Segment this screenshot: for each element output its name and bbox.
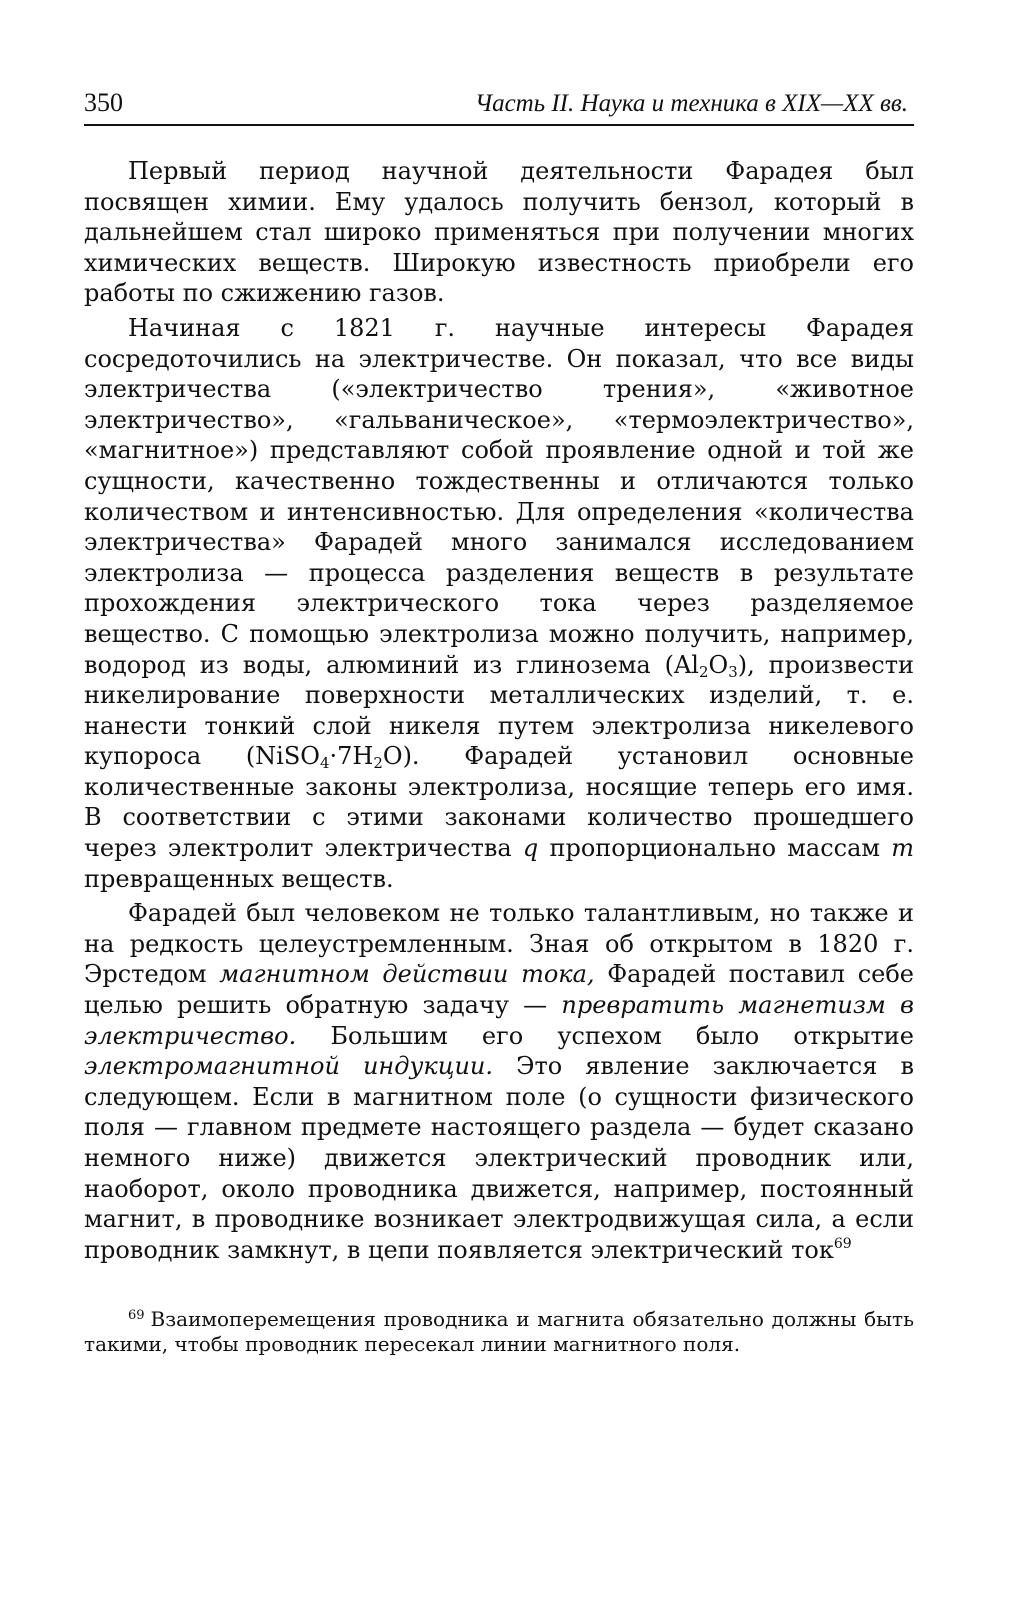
- body-text: [84, 156, 914, 1265]
- italic-phrase: электромагнитной индукции.: [84, 1052, 493, 1081]
- footnote-reference[interactable]: 69: [833, 1235, 852, 1252]
- paragraph-2-text: Начиная с 1821 г. научные интересы Фарадея сосредоточились на электричестве. Он показал, что все виды электричества («электричество трения», «животное электричество», «гальваническое», «термоэлектричество», «магнитное») представляют собой проявление одной и той же сущности, качественно тождественны и отличаются только количеством и интенсивностью. Для определения «количества электричества» Фарадей много занимался исследованием электролиза — процесса разделения веществ в результате прохождения электрического тока через разделяемое вещество. С помощью электролиза можно получить, например, водород из воды, алюминий из глинозема (Al: [84, 313, 914, 679]
- paragraph-3: [84, 898, 914, 1265]
- subscript: 2: [698, 662, 709, 681]
- paragraph-2-text: ·7H: [329, 742, 374, 771]
- subscript: 2: [373, 754, 383, 773]
- page-number: 350: [84, 88, 123, 117]
- paragraph-3-text: Фарадей был человеком не только талантливым, но также и на редкость целеустремленным. Зная об открытом в 1820 г. Эрстедом: [84, 899, 914, 989]
- italic-phrase: магнитном действии тока,: [219, 960, 595, 989]
- variable-q: q: [522, 834, 539, 863]
- paragraph-3-text: Фарадей поставил себе целью решить обратную задачу —: [84, 960, 914, 1020]
- paragraph-2-text: пропорционально массам: [538, 834, 892, 863]
- paragraph-2-text: ), произвести никелирование поверхности металлических изделий, т. е. нанести тонкий слой никеля путем электролиза никелевого купороса (NiSO: [84, 650, 914, 771]
- footnotes: [84, 1307, 914, 1357]
- footnote-number: 69: [128, 1308, 145, 1324]
- paragraph-3-text: Большим его успехом было открытие: [296, 1021, 914, 1050]
- footnote-text: Взаимоперемещения проводника и магнита обязательно должны быть такими, чтобы проводник пересекал линии магнитного поля.: [84, 1307, 914, 1357]
- book-page: [84, 70, 914, 1357]
- variable-m: m: [891, 834, 915, 863]
- paragraph-2-text: превращенных веществ.: [84, 864, 394, 893]
- footnote: [84, 1307, 914, 1357]
- paragraph-2-text: O: [708, 650, 729, 679]
- page-header: [84, 70, 914, 126]
- italic-phrase: превратить магнетизм в электричество.: [84, 991, 914, 1050]
- subscript: 4: [319, 754, 330, 773]
- paragraph-2: [84, 313, 914, 894]
- paragraph-1: Первый период научной деятельности Фарадея был посвящен химии. Ему удалось получить бензол, который в дальнейшем стал широко применяться при получении многих химических веществ. Широкую известность приобрели его работы по сжижению газов.: [84, 157, 914, 308]
- paragraph-2-text: O). Фарадей установил основные количественные законы электролиза, носящие теперь его имя. В соответствии с этими законами количество прошедшего через электролит электричества: [84, 742, 914, 863]
- subscript: 3: [728, 662, 738, 681]
- paragraph-3-text: Это явление заключается в следующем. Если в магнитном поле (о сущности физического поля — главном предмете настоящего раздела — будет сказано немного ниже) движется электрический проводник или, наоборот, около проводника движется, например, постоянный магнит, в проводнике возникает электродвижущая сила, а если проводник замкнут, в цепи появляется электрический ток: [84, 1052, 914, 1264]
- running-head: Часть II. Наука и техника в XIX—XX вв.: [474, 90, 908, 117]
